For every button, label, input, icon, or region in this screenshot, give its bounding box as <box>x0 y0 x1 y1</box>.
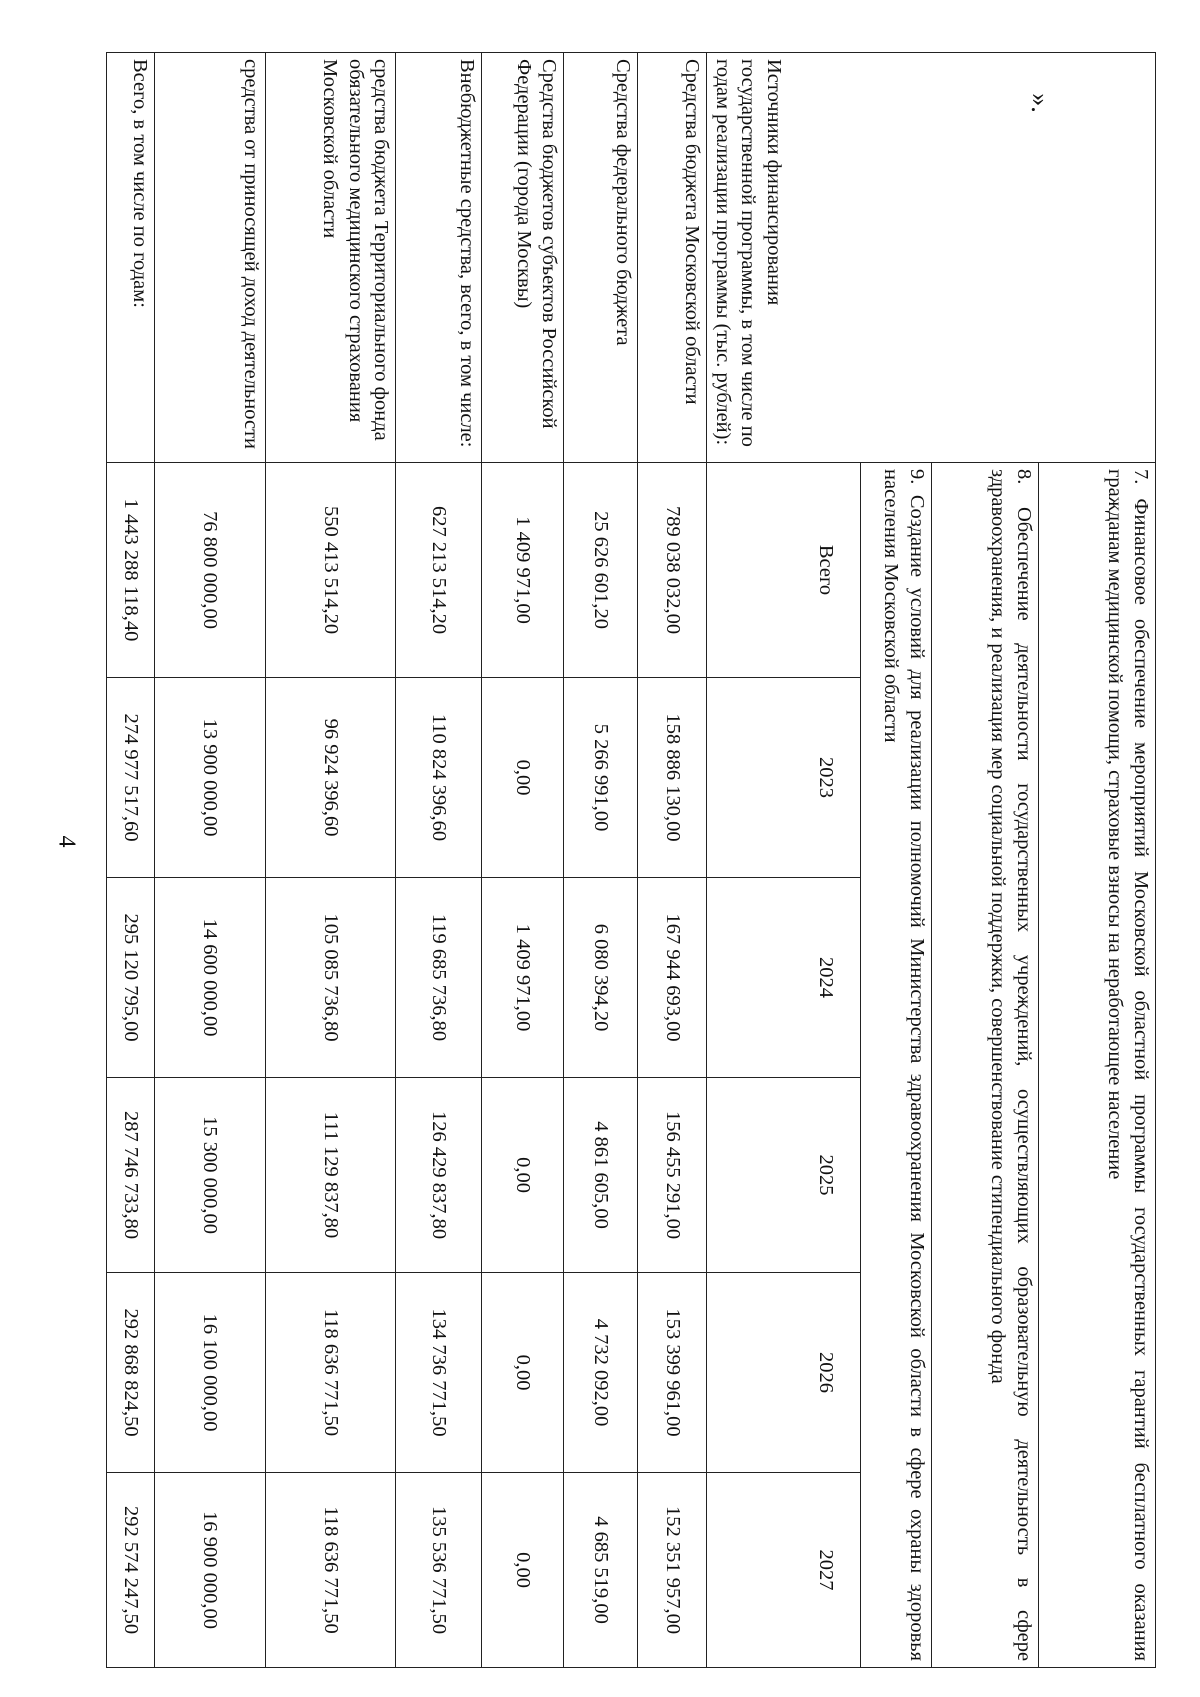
cell-value: 13 900 000,00 <box>154 678 265 878</box>
objective-8: 8. Обеспечение деятельности государственных учреждений, осуществляющих образовательную деятельность в сфере здравоохранения, и реализация мер социальной поддержки, совершенствование стипендиального фонда <box>931 463 1038 1668</box>
cell-value: 6 080 394,20 <box>564 878 637 1078</box>
cell-value: 4 685 519,00 <box>564 1473 637 1668</box>
column-header-2024: 2024 <box>707 878 861 1078</box>
cell-value: 550 413 514,20 <box>265 463 396 678</box>
cell-value: 152 351 957,00 <box>637 1473 707 1668</box>
objective-9: 9. Создание условий для реализации полномочий Министерства здравоохранения Московской области в сфере охраны здоровья населения Московской области <box>860 463 931 1668</box>
cell-value: 25 626 601,20 <box>564 463 637 678</box>
header-label-cell <box>707 53 1156 463</box>
objective-row <box>1038 53 1155 1668</box>
table-row-total <box>107 53 155 1668</box>
table-row <box>564 53 637 1668</box>
cell-value: 0,00 <box>481 1078 564 1273</box>
cell-value: 1 409 971,00 <box>481 463 564 678</box>
column-header-total: Всего <box>707 463 861 678</box>
cell-value: 0,00 <box>481 678 564 878</box>
cell-value: 287 746 733,80 <box>107 1078 155 1273</box>
cell-value: 0,00 <box>481 1473 564 1668</box>
cell-value: 16 100 000,00 <box>154 1273 265 1473</box>
row-label: Средства бюджета Московской области <box>637 53 707 463</box>
closing-quote-mark: ». <box>1025 93 1055 113</box>
cell-value: 789 038 032,00 <box>637 463 707 678</box>
cell-value: 5 266 991,00 <box>564 678 637 878</box>
cell-value: 118 636 771,50 <box>265 1273 396 1473</box>
cell-value: 274 977 517,60 <box>107 678 155 878</box>
cell-value: 167 944 693,00 <box>637 878 707 1078</box>
cell-value: 292 574 247,50 <box>107 1473 155 1668</box>
cell-value: 0,00 <box>481 1273 564 1473</box>
objective-7: 7. Финансовое обеспечение мероприятий Московской областной программы государственных гарантий бесплатного оказания гражданам медицинской помощи, страховые взносы на неработающее население <box>1038 463 1155 1668</box>
page-number: 4 <box>53 835 80 848</box>
row-label: средства от приносящей доход деятельности <box>154 53 265 463</box>
table-row <box>481 53 564 1668</box>
cell-value: 118 636 771,50 <box>265 1473 396 1668</box>
cell-value: 1 409 971,00 <box>481 878 564 1078</box>
table-row <box>154 53 265 1668</box>
column-header-2025: 2025 <box>707 1078 861 1273</box>
cell-value: 156 455 291,00 <box>637 1078 707 1273</box>
financing-table <box>106 52 1156 1668</box>
table-row <box>265 53 396 1668</box>
cell-value: 76 800 000,00 <box>154 463 265 678</box>
cell-value: 105 085 736,80 <box>265 878 396 1078</box>
row-label: Средства бюджетов субъектов Российской Федерации (города Москвы) <box>481 53 564 463</box>
cell-value: 4 861 605,00 <box>564 1078 637 1273</box>
cell-value: 158 886 130,00 <box>637 678 707 878</box>
cell-value: 1 443 288 118,40 <box>107 463 155 678</box>
row-label: средства бюджета Территориального фонда обязательного медицинского страхования Московской области <box>265 53 396 463</box>
financing-table-sheet <box>106 52 1156 1667</box>
table-row <box>396 53 481 1668</box>
cell-value: 119 685 736,80 <box>396 878 481 1078</box>
cell-value: 627 213 514,20 <box>396 463 481 678</box>
cell-value: 110 824 396,60 <box>396 678 481 878</box>
cell-value: 295 120 795,00 <box>107 878 155 1078</box>
row-label: Средства федерального бюджета <box>564 53 637 463</box>
cell-value: 135 536 771,50 <box>396 1473 481 1668</box>
header-label: Источники финансирования государственной программы, в том числе по годам реализации программы (тыс. рублей): <box>711 59 786 447</box>
cell-value: 15 300 000,00 <box>154 1078 265 1273</box>
column-header-2027: 2027 <box>707 1473 861 1668</box>
cell-value: 153 399 961,00 <box>637 1273 707 1473</box>
cell-value: 292 868 824,50 <box>107 1273 155 1473</box>
cell-value: 126 429 837,80 <box>396 1078 481 1273</box>
table-row <box>637 53 707 1668</box>
cell-value: 134 736 771,50 <box>396 1273 481 1473</box>
cell-value: 16 900 000,00 <box>154 1473 265 1668</box>
row-label: Внебюджетные средства, всего, в том числе: <box>396 53 481 463</box>
column-header-2026: 2026 <box>707 1273 861 1473</box>
row-label: Всего, в том числе по годам: <box>107 53 155 463</box>
cell-value: 111 129 837,80 <box>265 1078 396 1273</box>
column-header-2023: 2023 <box>707 678 861 878</box>
cell-value: 96 924 396,60 <box>265 678 396 878</box>
cell-value: 4 732 092,00 <box>564 1273 637 1473</box>
cell-value: 14 600 000,00 <box>154 878 265 1078</box>
